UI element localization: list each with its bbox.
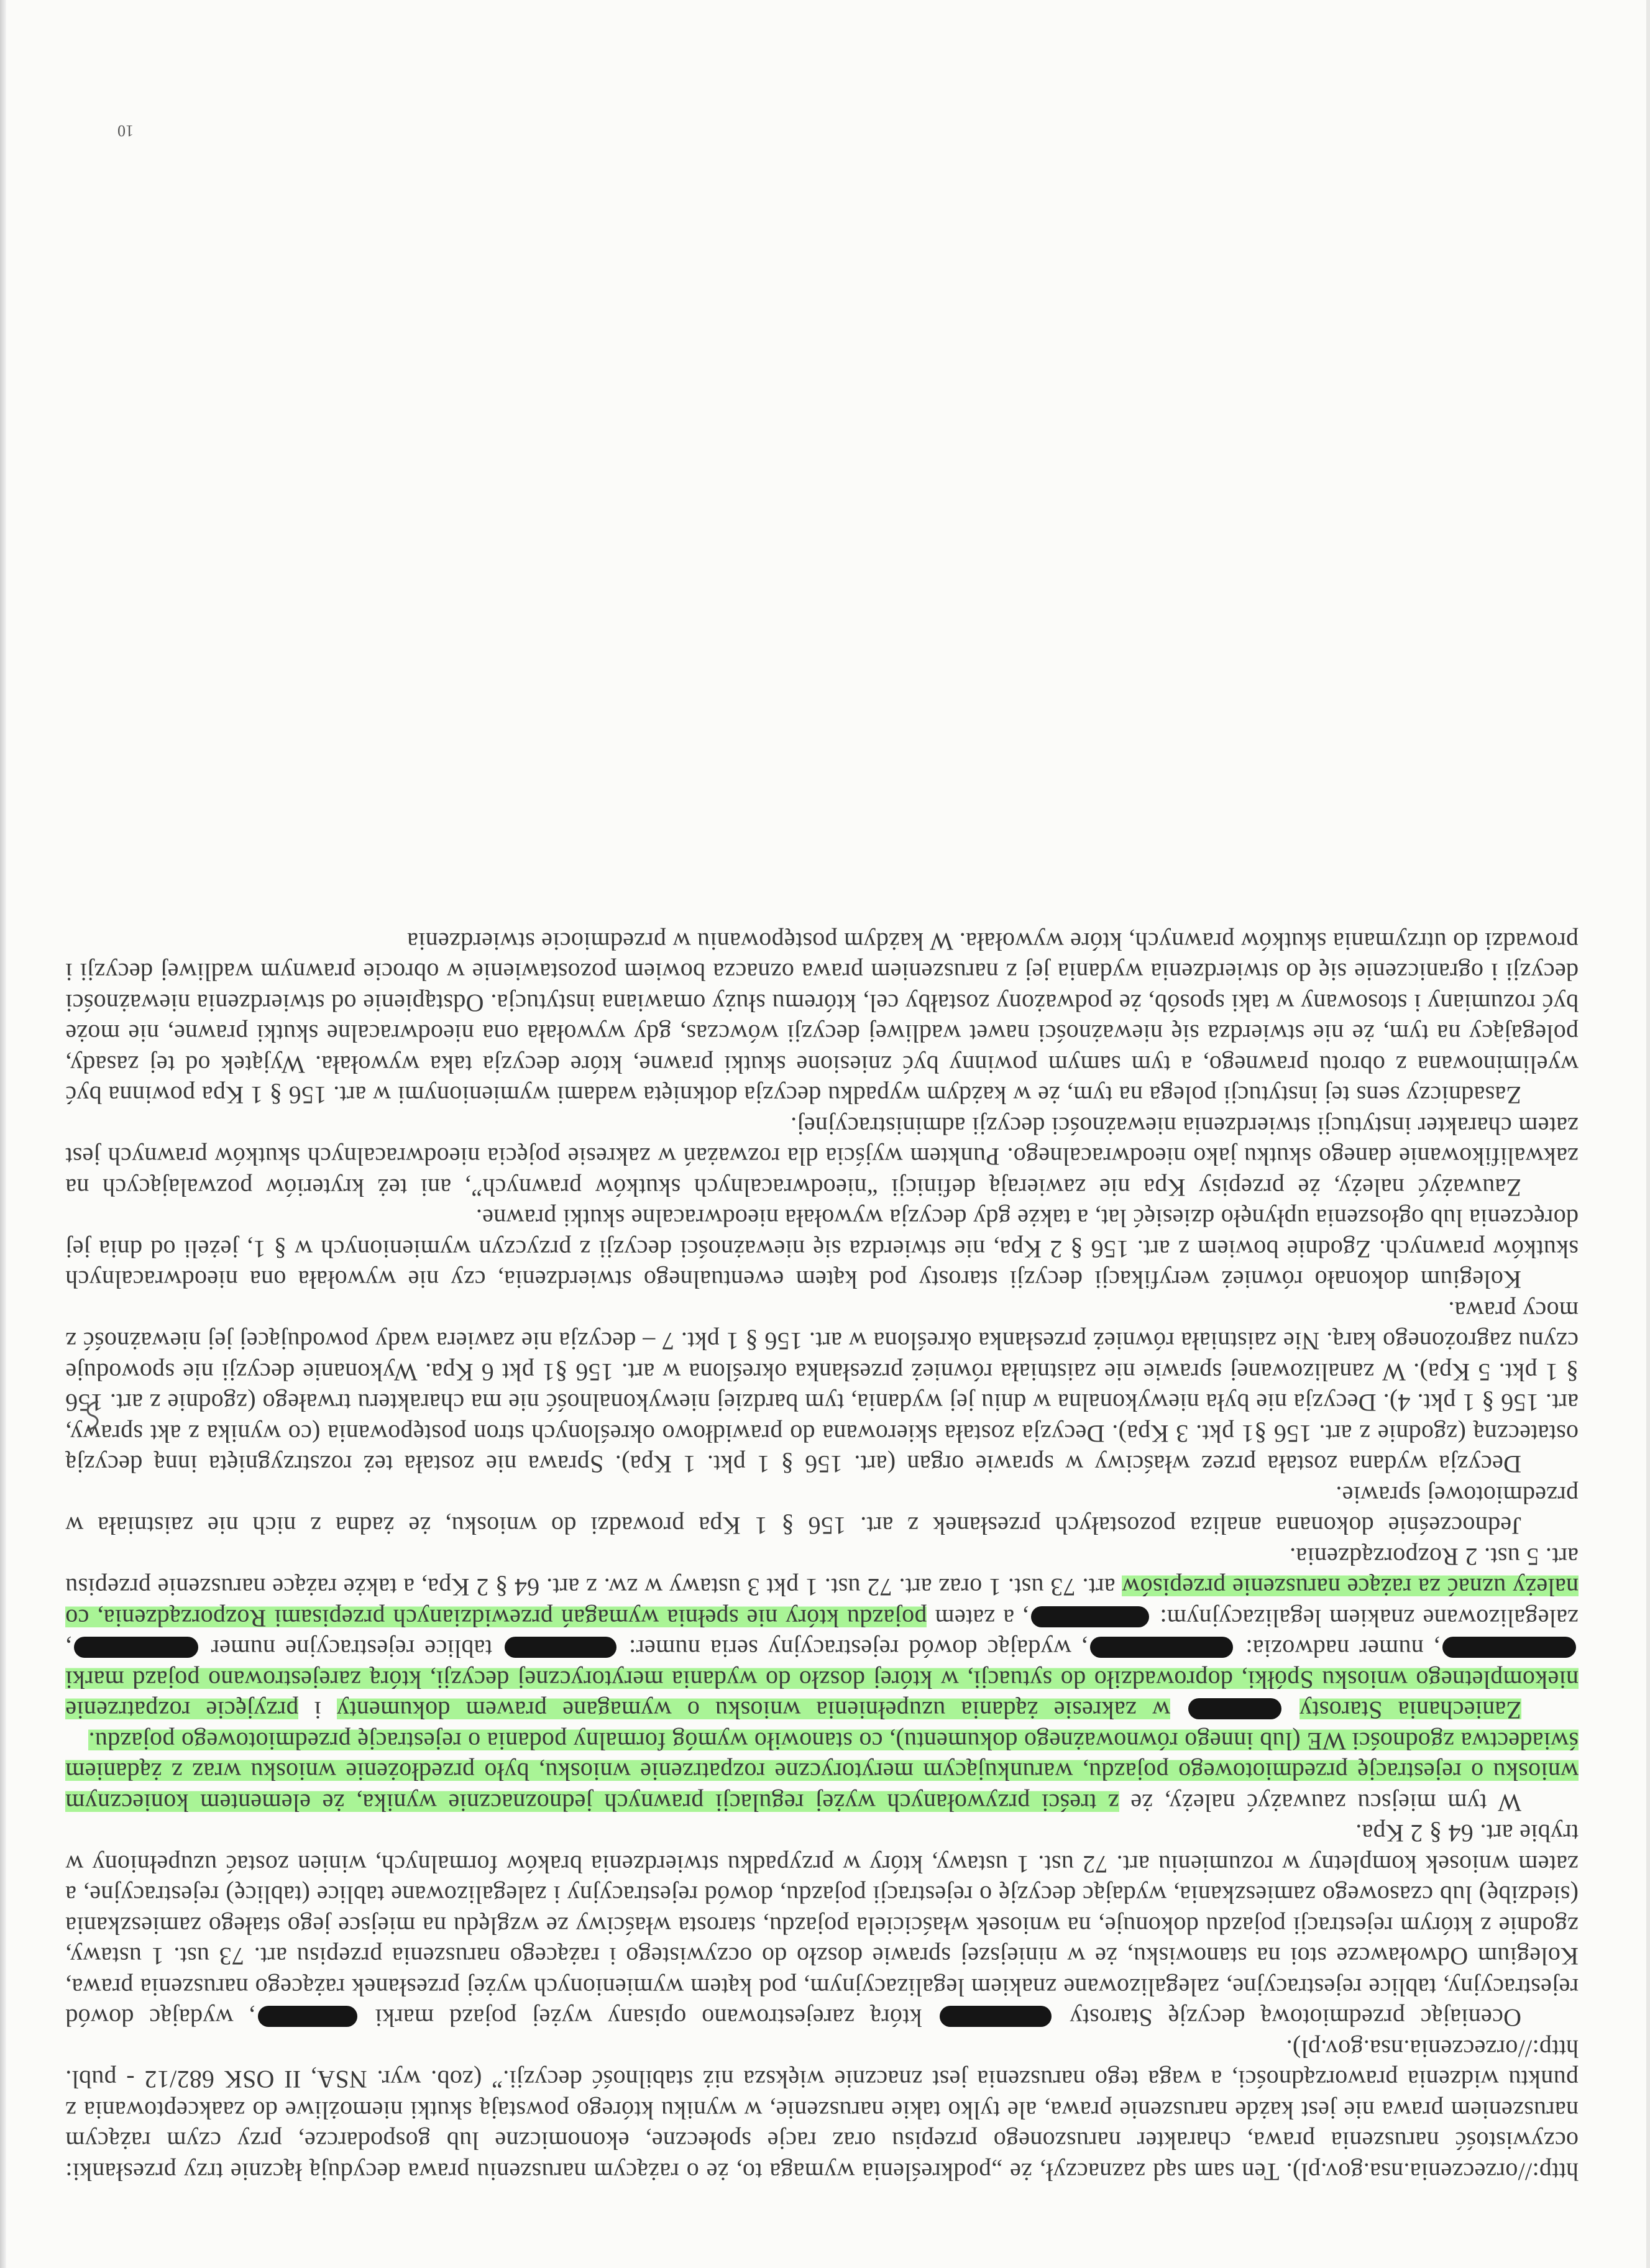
paragraph-text: , wydając dowód rejestracyjny seria numer: — [628, 1635, 1088, 1663]
redaction-mark — [940, 2006, 1052, 2028]
redaction-mark — [1188, 1699, 1281, 1720]
paragraph-7 — [65, 1203, 1579, 1296]
paragraph-text: Kolegium dokonało również weryfikacji decyzji starosty pod kątem ewentualnego stwierdzenia, czy nie wywołała ona nieodwracalnych skutków prawnych. Zgodnie bowiem z art. 156 § 2 Kpa, nie stwierdza się nieważności decyzji z przyczyn wymienionych w § 1, jeżeli od dnia jej doręczenia lub ogłoszenia upłynęło dziesięć lat, a także gdy decyzja wywołała nieodwracalne skutki prawne. — [65, 1204, 1579, 1294]
paragraph-5 — [65, 1480, 1579, 1542]
highlighted-text: z treści przywołanych wyżej regulacji prawnych jednoznacznie wynika, że elementem koniecznym wniosku o rejestrację przedmiotowego pojazdu, warunkującym merytoryczne rozpatrzenie wniosku, było przedłożenie wniosku wraz z żądaniem świadectwa zgodności WE (lub innego równoważnego dokumentu), co stanowiło wymóg formalny podania o rejestrację przedmiotowego pojazdu. — [65, 1727, 1579, 1817]
paragraph-8 — [65, 1111, 1579, 1204]
paragraph-text: i — [298, 1696, 337, 1725]
paragraph-9 — [65, 926, 1579, 1111]
paragraph-text: Decyzja wydana została przez właściwy w sprawie organ (art. 156 § 1 pkt. 1 Kpa). Sprawa nie została też rozstrzygnięta inną decyzją ostateczną (zgodnie z art. 156 §1 pkt. 3 Kpa). Decyzja została skierowana do prawidłowo określonych stron postępowania (co wynika z akt sprawy, art. 156 § 1 pkt. 4). Decyzja nie była niewykonalna w dniu jej wydania, tym bardziej niewykonalność nie ma charakteru trwałego (zgodnie z art. 156 § 1 pkt. 5 Kpa). W zanalizowanej sprawie nie zaistniała również przesłanka określona w art. 156 §1 pkt 6 Kpa. Wykonanie decyzji nie spowoduje czynu zagrożonego karą. Nie zaistniała również przesłanka określona w art. 156 § 1 pkt. 7 – decyzja nie zawiera wady powodującej jej nieważność z mocy prawa. — [65, 1297, 1579, 1479]
highlighted-text: pojazdu który nie spełnia wymagań przewidzianych przepisami Rozporządzenia, co należy uznać za rażące naruszenie przepisów — [65, 1573, 1579, 1632]
paragraph-text: tablice rejestracyjne numer — [211, 1635, 492, 1663]
paragraph-3 — [65, 1726, 1579, 1819]
paragraph-text: Zasadniczy sens tej instytucji polega na tym, że w każdym wypadku decyzja dotknięta wadami wymienionymi w art. 156 § 1 Kpa powinna być wyeliminowana z obrotu prawnego, a tym samym powinny być zniesione skutki prawne, które decyzja taka wywołała. Wyjątek od tej zasady, polegający na tym, że nie stwierdza się nieważności nawet wadliwej decyzji wówczas, gdy wywołała ona nieodwracalne skutki prawne, nie może być rozumiany i stosowany w taki sposób, że podważony zostałby cel, któremu służy omawiana instytucja. Odstąpienie od stwierdzenia nieważności decyzji i ograniczenie się do stwierdzenia wydania jej z naruszeniem prawa oznacza bowiem pozostawienie w obrocie prawnym wadliwej decyzji i prowadzi do utrzymania skutków prawnych, które wywołała. W każdym postępowaniu w przedmiocie stwierdzenia — [65, 928, 1579, 1110]
paragraph-2 — [65, 1818, 1579, 2034]
paragraph-text: , wydając dowód rejestracyjny, tablice rejestracyjne, zalegalizowane znakiem legalizacyjnym, pod kątem wymienionych wyżej przesłanek rażącego naruszenia prawa, Kolegium Odwoławcze stoi na stanowisku, że w niniejszej sprawie doszło do oczywistego i rażącego naruszenia przepisu art. 73 ust. 1 ustawy, zgodnie z którym rejestracji pojazdu dokonuje, na wniosek właściciela pojazdu, starosta właściwy ze względu na miejsce jego stałego zamieszkania (siedzibę) lub czasowego zamieszkania, wydając decyzję o rejestracji pojazdu, dowód rejestracyjny i zalegalizowane tablice (tablicę) rejestracyjne, a zatem wniosek kompletny w rozumieniu art. 72 ust. 1 ustawy, który w przypadku stwierdzenia braków formalnych, winien zostać uzupełniony w trybie art. 64 § 2 Kpa. — [65, 1819, 1579, 2033]
redaction-mark — [1031, 1606, 1149, 1627]
redaction-mark — [74, 1637, 198, 1658]
paragraph-text: art. 73 ust. 1 oraz art. 72 ust. 1 pkt 3 ustawy w zw. z art. 64 § 2 Kpa, a także rażące naruszenie przepisu art. 5 ust. 2 Rozporządzenia. — [65, 1543, 1579, 1602]
paragraph-text: http://orzeczenia.nsa.gov.pl). Ten sam sąd zaznaczył, że „podkreślenia wymaga to, że o rażącym naruszeniu prawa decydują łącznie trzy przesłanki: oczywistość naruszenia prawa, charakter naruszonego przepisu oraz racje społeczne, ekonomiczne lub gospodarcze, przy czym rażącym naruszeniem prawa nie jest każde naruszenie prawa, ale tylko takie naruszenie, w wyniku którego powstają skutki niemożliwe do zaakceptowania z punktu widzenia praworządności, a waga tego naruszenia jest znacznie większa niż stabilność decyzji.” (zob. wyr. NSA, II OSK 682/12 - publ. http://orzeczenia.nsa.gov.pl). — [65, 2035, 1579, 2186]
highlighted-text: w zakresie żądania uzupełnienia wniosku o wymagane prawem dokumenty — [336, 1696, 1170, 1725]
handwritten-margin-mark-icon — [81, 1398, 106, 1435]
paragraph-text: , numer nadwozia: — [1245, 1635, 1440, 1663]
paragraph-text: którą zarejestrowano opisany wyżej pojazd marki — [375, 2004, 922, 2033]
redaction-mark — [1442, 1637, 1576, 1658]
paragraph-text: W tym miejscu zauważyć należy, że — [1119, 1789, 1521, 1817]
paragraph-text: , zalegalizowane znakiem legalizacyjnym: — [65, 1604, 1579, 1663]
document-body — [65, 926, 1579, 2188]
paragraph-text: , a zatem — [927, 1604, 1029, 1632]
paragraph-4 — [65, 1542, 1579, 1726]
redaction-mark — [258, 2006, 357, 2028]
paragraph-text: Zauważyć należy, że przepisy Kpa nie zawierają definicji “nieodwracalnych skutków prawnych”, ani też kryteriów pozwalających na zakwalifikowanie danego skutku jako nieodwracalnego. Punktem wyjścia dla rozważań w zakresie pojęcia nieodwracalnych skutków prawnych jest zatem charakter instytucji stwierdzenia nieważności decyzji administracyjnej. — [65, 1112, 1579, 1202]
page-number: 10 — [117, 122, 134, 140]
paragraph-text: Jednocześnie dokonana analiza pozostałych przesłanek z art. 156 § 1 Kpa prowadzi do wniosku, że żadna z nich nie zaistniała w przedmiotowej sprawie. — [65, 1481, 1579, 1540]
redaction-mark — [1090, 1637, 1233, 1658]
paragraph-text: Oceniając przedmiotową decyzję Starosty — [1070, 2004, 1521, 2033]
highlighted-text: Zaniechania Starosty — [1299, 1696, 1521, 1725]
paragraph-6 — [65, 1296, 1579, 1480]
redaction-mark — [505, 1637, 616, 1658]
highlighted-text: przyjęcie rozpatrzenie niekompletnego wniosku Spółki, doprowadziło do sytuacji, w której doszło do wydania merytorycznej decyzji, którą zarejestrowano pojazd marki — [65, 1666, 1579, 1725]
paragraph-1 — [65, 2034, 1579, 2188]
